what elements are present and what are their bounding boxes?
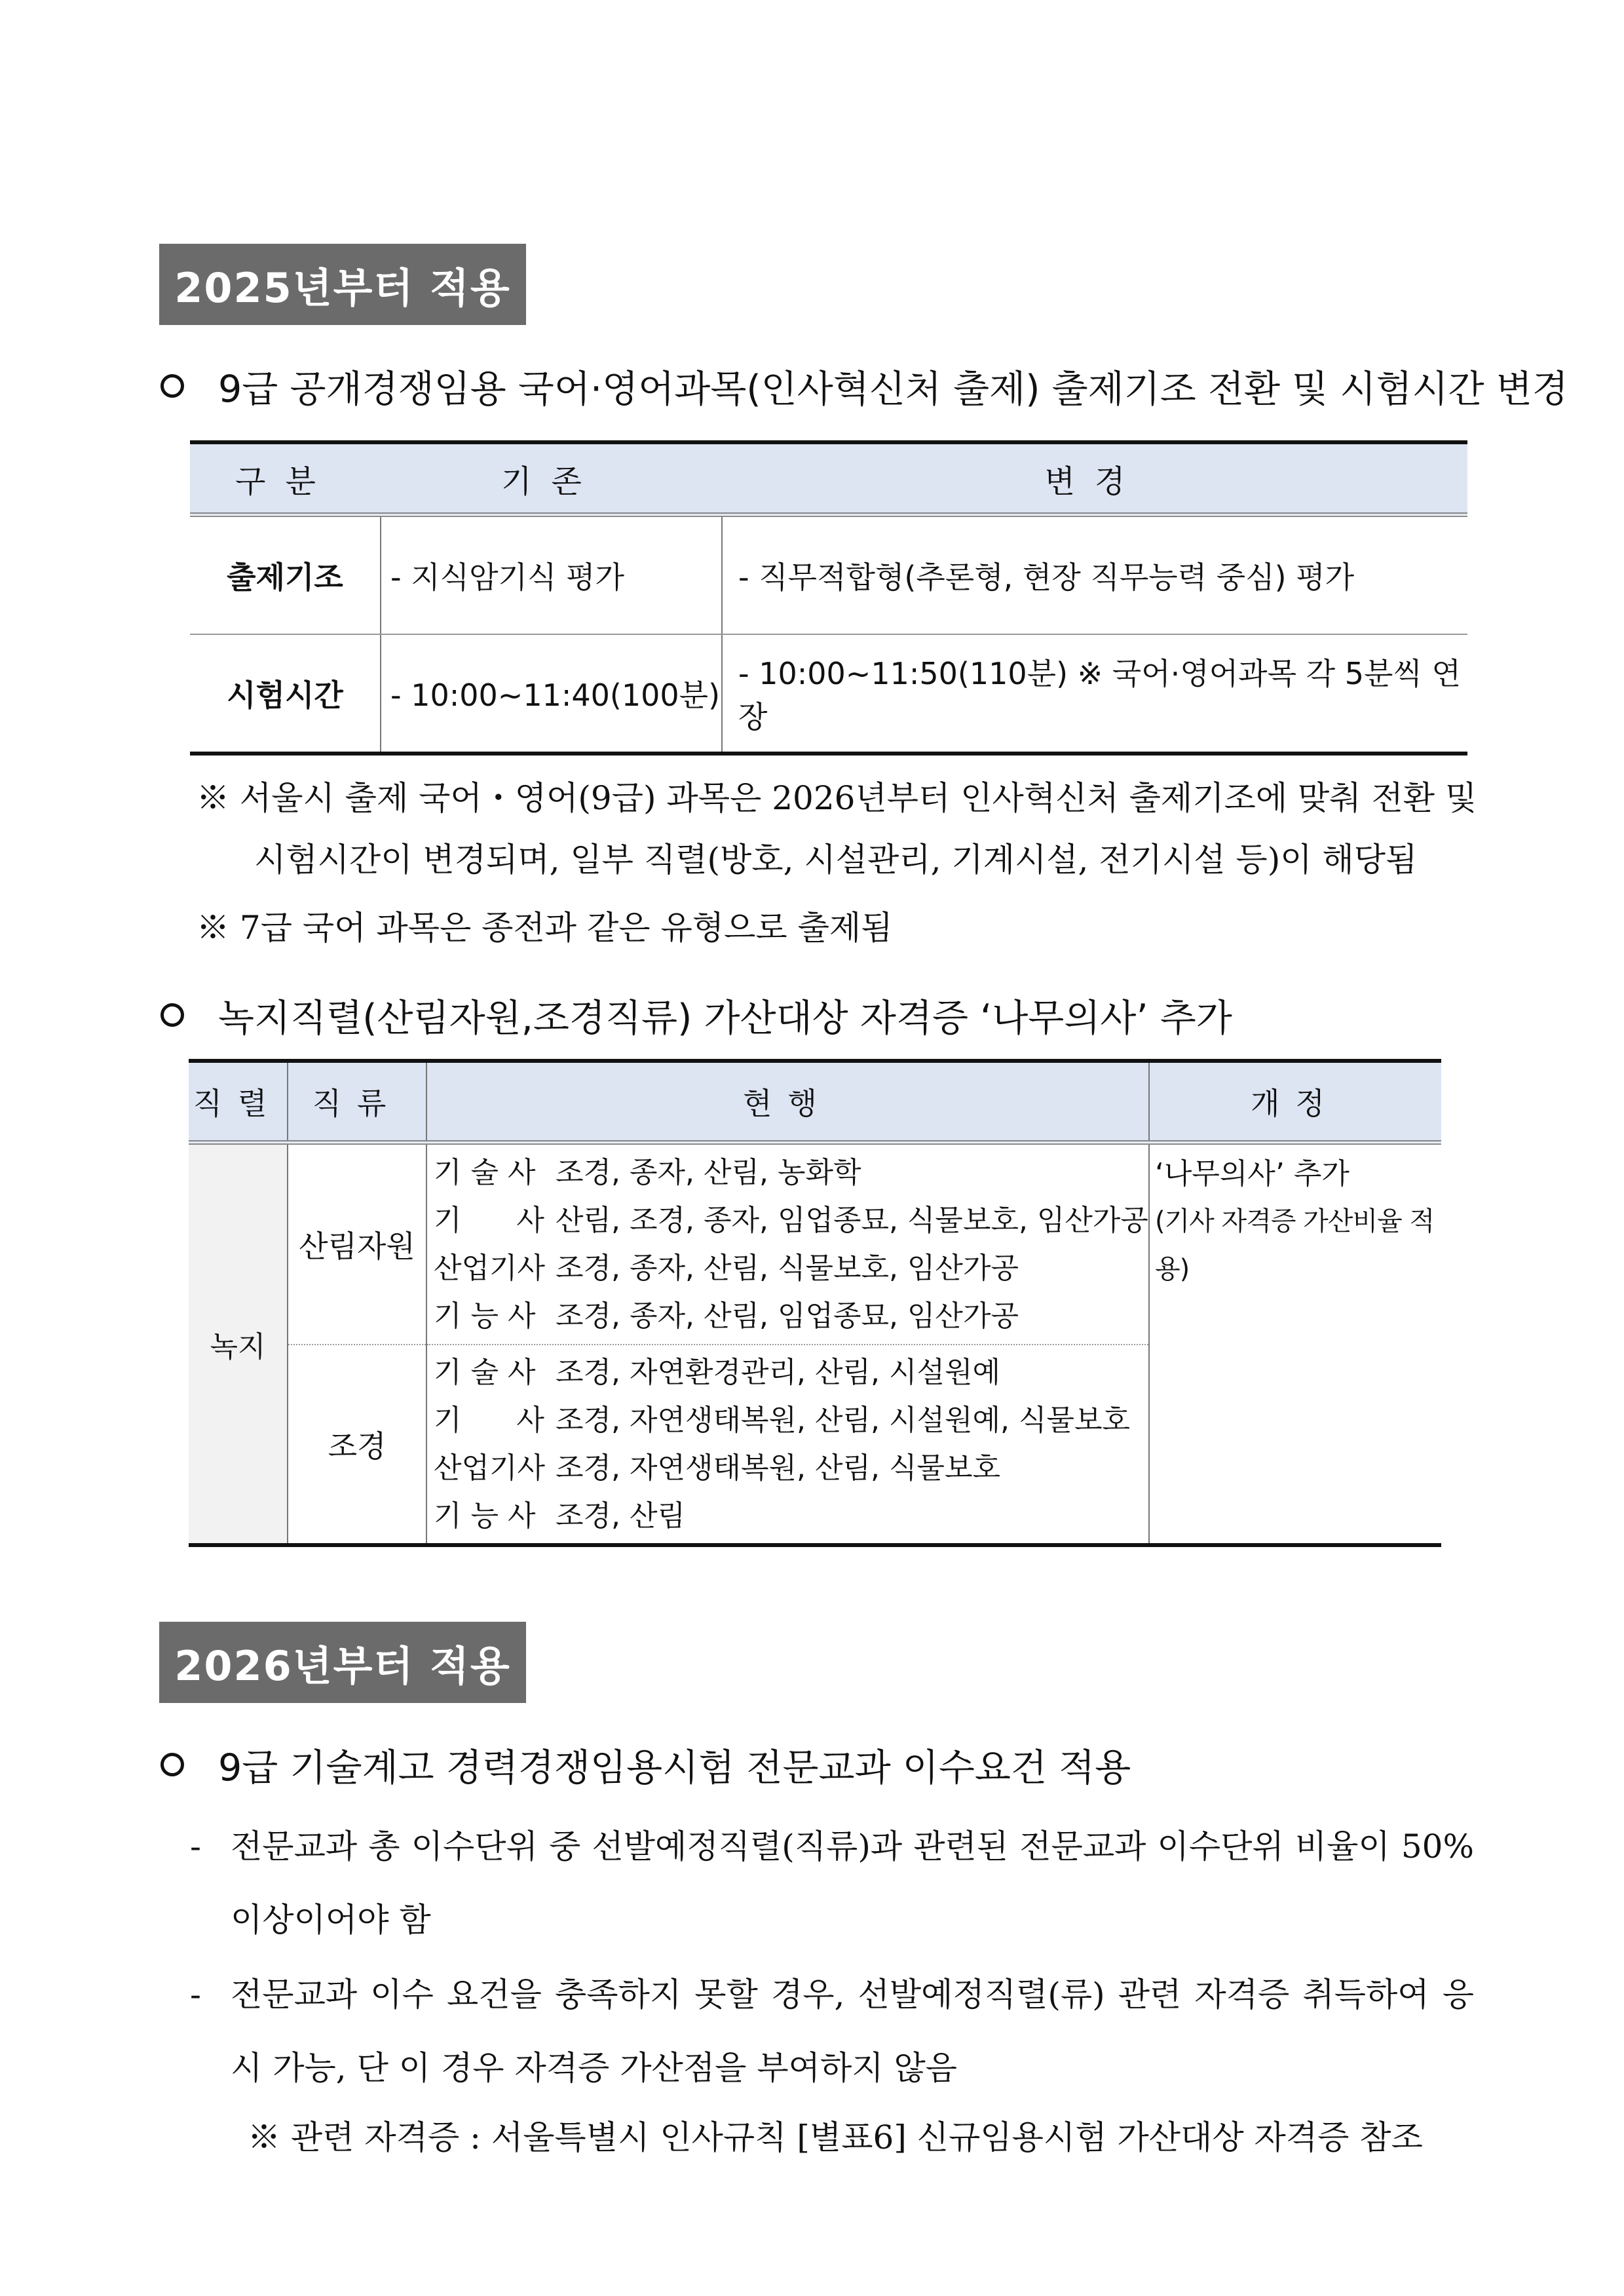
table-header: 현행 <box>426 1061 1149 1143</box>
cert-level: 기 사 <box>434 1204 544 1237</box>
circle-bullet-icon <box>161 1003 184 1027</box>
table-header: 개정 <box>1149 1061 1441 1143</box>
note-grade7: ※ 7급 국어 과목은 종전과 같은 유형으로 출제됨 <box>197 909 893 947</box>
cert-list: 조경, 자연환경관리, 산림, 시설원예 <box>556 1356 1000 1389</box>
cert-line <box>434 1444 1148 1492</box>
note-seoul-exam-cont: 시험시간이 변경되며, 일부 직렬(방호, 시설관리, 기계시설, 전기시설 등)이 해당됨 <box>254 841 1418 879</box>
cert-line <box>434 1492 1148 1540</box>
cert-level: 산업기사 <box>434 1252 546 1285</box>
sub-category-cell: 조경 <box>288 1345 426 1545</box>
cert-line <box>434 1292 1148 1340</box>
cert-line <box>434 1396 1148 1444</box>
cert-level: 기 술 사 <box>434 1156 536 1189</box>
cert-level: 기 능 사 <box>434 1499 536 1533</box>
cert-list: 조경, 종자, 산림, 농화학 <box>556 1156 861 1189</box>
heading-vocational-exam <box>161 1738 1131 1791</box>
certificate-table <box>189 1059 1441 1547</box>
note-related-cert: ※ 관련 자격증 : 서울특별시 인사규칙 [별표6] 신규임용시험 가산대상 자격증 참조 <box>248 2118 1423 2156</box>
cert-level: 기 사 <box>434 1404 544 1437</box>
sub-category-cell: 산림자원 <box>288 1143 426 1345</box>
table-row <box>189 1143 1441 1345</box>
table-header: 변경 <box>722 442 1467 515</box>
cert-line <box>434 1244 1148 1292</box>
cert-level: 산업기사 <box>434 1451 546 1485</box>
requirement-text: 전문교과 총 이수단위 중 선발예정직렬(직류)과 관련된 전문교과 이수단위 비율이 50% 이상이어야 함 <box>231 1827 1474 1939</box>
note-seoul-exam: ※ 서울시 출제 국어・영어(9급) 과목은 2026년부터 인사혁신처 출제기조에 맞춰 전환 및 <box>197 779 1477 817</box>
cert-list: 조경, 자연생태복원, 산림, 시설원예, 식물보호 <box>556 1404 1130 1437</box>
table-header: 직류 <box>288 1061 426 1143</box>
group-cell: 녹지 <box>189 1143 288 1546</box>
cert-list: 산림, 조경, 종자, 임업종묘, 식물보호, 임산가공 <box>556 1204 1148 1237</box>
heading-tree-doctor <box>161 988 1232 1042</box>
after-cell: - 10:00~11:50(110분) ※ 국어·영어과목 각 5분씩 연장 <box>738 656 1461 735</box>
cert-list: 조경, 종자, 산림, 임업종묘, 임산가공 <box>556 1299 1019 1333</box>
cert-level: 기 술 사 <box>434 1356 536 1389</box>
table-header: 구분 <box>190 442 381 515</box>
cert-line <box>434 1149 1148 1196</box>
cert-list: 조경, 산림 <box>556 1499 685 1533</box>
before-cell: - 지식암기식 평가 <box>381 515 722 635</box>
section-banner-2026: 2026년부터 적용 <box>159 1622 526 1703</box>
dash-bullet: - <box>190 1827 201 1866</box>
dash-bullet: - <box>190 1976 201 2014</box>
table-row <box>190 634 1467 754</box>
row-label: 출제기조 <box>190 515 381 635</box>
row-label: 시험시간 <box>190 634 381 754</box>
current-cell <box>426 1143 1149 1345</box>
heading-text: 9급 기술계고 경력경쟁임용시험 전문교과 이수요건 적용 <box>218 1746 1131 1789</box>
current-cell <box>426 1345 1149 1545</box>
circle-bullet-icon <box>161 374 184 398</box>
change-line: ‘나무의사’ 추가 <box>1154 1157 1350 1191</box>
exam-change-table <box>190 440 1467 756</box>
heading-text: 녹지직렬(산림자원,조경직류) 가산대상 자격증 ‘나무의사’ 추가 <box>218 997 1232 1040</box>
heading-text: 9급 공개경쟁임용 국어·영어과목(인사혁신처 출제) 출제기조 전환 및 시험시간 변경 <box>218 368 1568 411</box>
cert-list: 조경, 종자, 산림, 식물보호, 임산가공 <box>556 1252 1019 1285</box>
circle-bullet-icon <box>161 1753 184 1776</box>
change-note: (기사 자격증 가산비율 적용) <box>1154 1206 1435 1284</box>
change-cell <box>1149 1143 1441 1546</box>
table-header: 직렬 <box>189 1061 288 1143</box>
before-cell: - 10:00~11:40(100분) <box>381 634 722 754</box>
heading-exam-change <box>161 359 1568 413</box>
requirement-text: 전문교과 이수 요건을 충족하지 못할 경우, 선발예정직렬(류) 관련 자격증 취득하여 응시 가능, 단 이 경우 자격증 가산점을 부여하지 않음 <box>231 1976 1474 2087</box>
requirement-item <box>190 1958 1474 2105</box>
table-header: 기존 <box>381 442 722 515</box>
section-banner-2025: 2025년부터 적용 <box>159 244 526 325</box>
after-cell: - 직무적합형(추론형, 현장 직무능력 중심) 평가 <box>722 515 1467 635</box>
cert-line <box>434 1349 1148 1396</box>
requirement-item <box>190 1810 1474 1957</box>
cert-level: 기 능 사 <box>434 1299 536 1333</box>
cert-line <box>434 1196 1148 1244</box>
table-row <box>190 515 1467 635</box>
cert-list: 조경, 자연생태복원, 산림, 식물보호 <box>556 1451 1000 1485</box>
